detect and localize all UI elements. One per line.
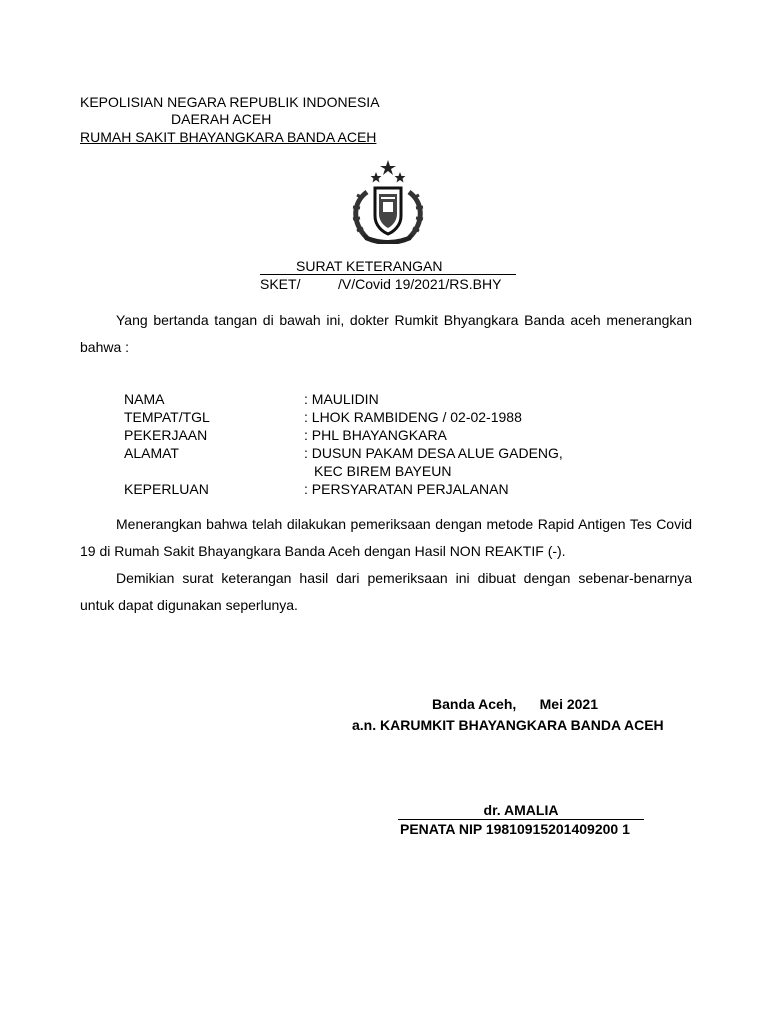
result-paragraph: Menerangkan bahwa telah dilakukan pemeriksaan dengan metode Rapid Antigen Tes Covid 19 di Rumah Sakit Bhayangkara Banda Aceh dengan Hasil NON REAKTIF (-). [80,516,692,559]
header-institution: KEPOLISIAN NEGARA REPUBLIK INDONESIA [80,94,380,110]
field-value: : LHOK RAMBIDENG / 02-02-1988 [304,409,522,425]
field-label: NAMA [124,391,165,407]
document-number-suffix: /V/Covid 19/2021/RS.BHY [338,276,502,292]
field-label: ALAMAT [124,445,179,461]
document-number-prefix: SKET/ [260,276,301,292]
field-value: : PERSYARATAN PERJALANAN [304,481,509,497]
signature-line [398,819,644,820]
document-title: SURAT KETERANGAN [296,258,443,274]
field-label: PEKERJAAN [124,427,208,443]
field-value: : PHL BHAYANGKARA [304,427,447,443]
title-underline [260,274,516,275]
on-behalf-line: a.n. KARUMKIT BHAYANGKARA BANDA ACEH [352,717,664,733]
police-emblem-icon [345,158,431,244]
field-label: TEMPAT/TGL [124,409,210,425]
signatory-position: PENATA NIP 19810915201409200 1 [400,821,630,837]
field-label: KEPERLUAN [124,481,209,497]
field-value: : DUSUN PAKAM DESA ALUE GADENG, [304,445,563,461]
field-value: KEC BIREM BAYEUN [314,463,452,479]
header-region: DAERAH ACEH [171,111,272,127]
field-value: : MAULIDIN [304,391,379,407]
closing-paragraph: Demikian surat keterangan hasil dari pemeriksaan ini dibuat dengan sebenar-benarnya untuk dapat digunakan seperlunya. [80,570,692,613]
signatory-name: dr. AMALIA [483,802,559,818]
place-date: Banda Aceh, Mei 2021 [432,696,598,712]
header-hospital: RUMAH SAKIT BHAYANGKARA BANDA ACEH [80,129,377,145]
intro-paragraph: Yang bertanda tangan di bawah ini, dokter Rumkit Bhyangkara Banda aceh menerangkan bahwa : [80,312,692,355]
